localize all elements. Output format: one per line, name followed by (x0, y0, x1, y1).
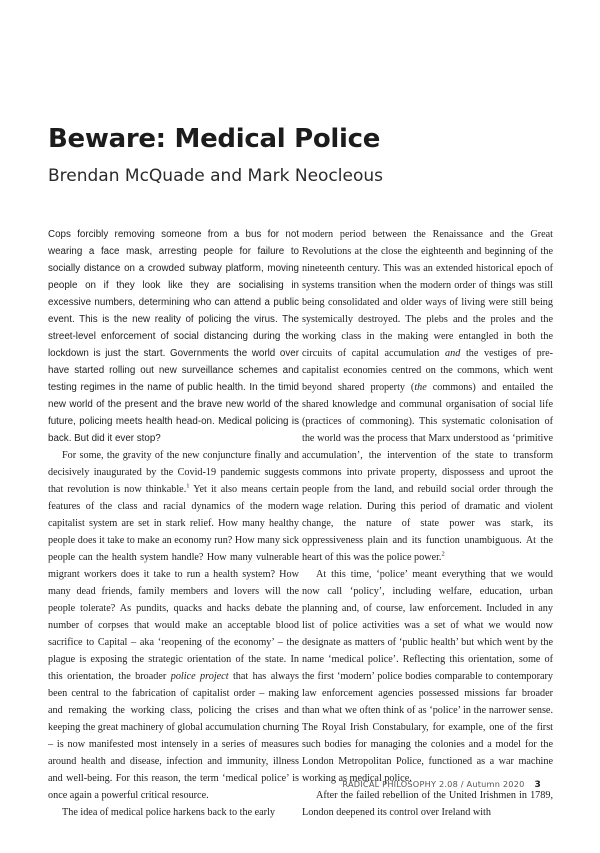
paragraph-text: After the failed rebellion of the United Irishmen in 1789, London deepened its control over Ireland with (302, 790, 553, 818)
paragraph-text: Cops forcibly removing someone from a bus for not wearing a face mask, arresting people for failure to socially distance on a crowded subway platform, moving people on if they look like they are socialising in excessive numbers, determining who can attend a public event. This is the new reality of policing the virus. The street-level enforcement of social distancing during the lockdown is just the start. Governments the world over have started rolling out new surveillance schemes and testing regimes in the name of public health. In the timid new world of the present and the brave new world of the future, policing meets health head-on. Medical policing is back. But did it ever stop? (48, 229, 299, 444)
paragraph-text: Yet it also means certain features of the class and racial dynamics of the modern capitalist system are set in stark relief. How many healthy people does it take to make an economy run? How many sick people can the health system handle? How many vulnerable migrant workers does it take to run a health system? How many dead friends, family members and lovers will the people tolerate? As pundits, quacks and hacks debate the number of corpses that would make an acceptable blood sacrifice to Capital – aka ‘reopening of the economy’ – the plague is exposing the strategic orientation of the state. In this orientation, the broader (48, 484, 299, 682)
paragraph-text: For some, the gravity of the new conjuncture finally and decisively inaugurated by the Covid-19 pandemic suggests that revolution is now thinkable. (48, 450, 299, 495)
emphasis-text: the (414, 382, 427, 393)
paragraph-text: commons) and entailed the shared knowledge and communal organisation of social life (practices of commoning). This systematic colonisation of the world was the process that Marx understood as ‘primitive accumulation’, the intervention of the state to transform commons into private property, dispossess and uproot the people from the land, and rebuild social order through the wage relation. During this period of dramatic and violent change, the nature of state power was stark, its oppressiveness plain and its function unambiguous. At the heart of this was the police power. (302, 382, 553, 563)
paragraph (48, 804, 299, 821)
paragraph-text: The idea of medical police harkens back to the early (62, 807, 275, 818)
right-column (302, 226, 553, 821)
paragraph (48, 447, 299, 804)
paragraph-text: the vestiges of pre-capitalist economies centred on the commons, which went beyond shared property ( (302, 348, 553, 393)
paragraph (302, 226, 553, 566)
paragraph (48, 226, 299, 447)
paragraph-text: At this time, ‘police’ meant everything that we would now call ‘policy’, including welfare, education, urban planning and, of course, law enforcement. Included in any list of police activities was a set of what we would now designate as matters of ‘public health’ but which went by the name ‘medical police’. Reflecting this orientation, some of the first ‘modern’ police bodies comparable to contemporary law enforcement agencies possessed missions far broader than what we often think of as ‘police’ in the narrower sense. The Royal Irish Constabulary, for example, one of the first such bodies for managing the colonies and a model for the London Metropolitan Police, functioned as a war machine working as medical police. (302, 569, 553, 784)
emphasis-text: police project (170, 671, 229, 682)
paragraph (302, 566, 553, 787)
paragraph-text: modern period between the Renaissance and the Great Revolutions at the close the eighteenth and beginning of the nineteenth century. This was an extended historical epoch of systems transition when the modern order of things was still being consolidated and older ways of living were still being systemically destroyed. The plebs and the proles and the working class in the making were entangled in both the circuits of capital accumulation (302, 229, 553, 359)
footnote-marker[interactable]: 2 (441, 550, 445, 558)
paragraph (302, 787, 553, 821)
footnote-marker[interactable]: 1 (186, 482, 190, 490)
page-number: 3 (534, 780, 541, 790)
emphasis-text: and (445, 348, 461, 359)
left-column (48, 226, 299, 821)
paragraph-text: that has always been central to the fabrication of capitalist order – making and remaking the working class, policing the crises and keeping the great machinery of global accumulation churning – is now manifested most intensely in a series of measures around health and disease, infection and immunity, illness and well-being. For this reason, the term ‘medical police’ is once again a powerful critical resource. (48, 671, 299, 801)
page-footer (342, 779, 541, 790)
article-title: Beware: Medical Police (48, 124, 381, 154)
article-authors: Brendan McQuade and Mark Neocleous (48, 166, 383, 186)
journal-name: RADICAL PHILOSOPHY 2.08 / Autumn 2020 (342, 779, 525, 789)
